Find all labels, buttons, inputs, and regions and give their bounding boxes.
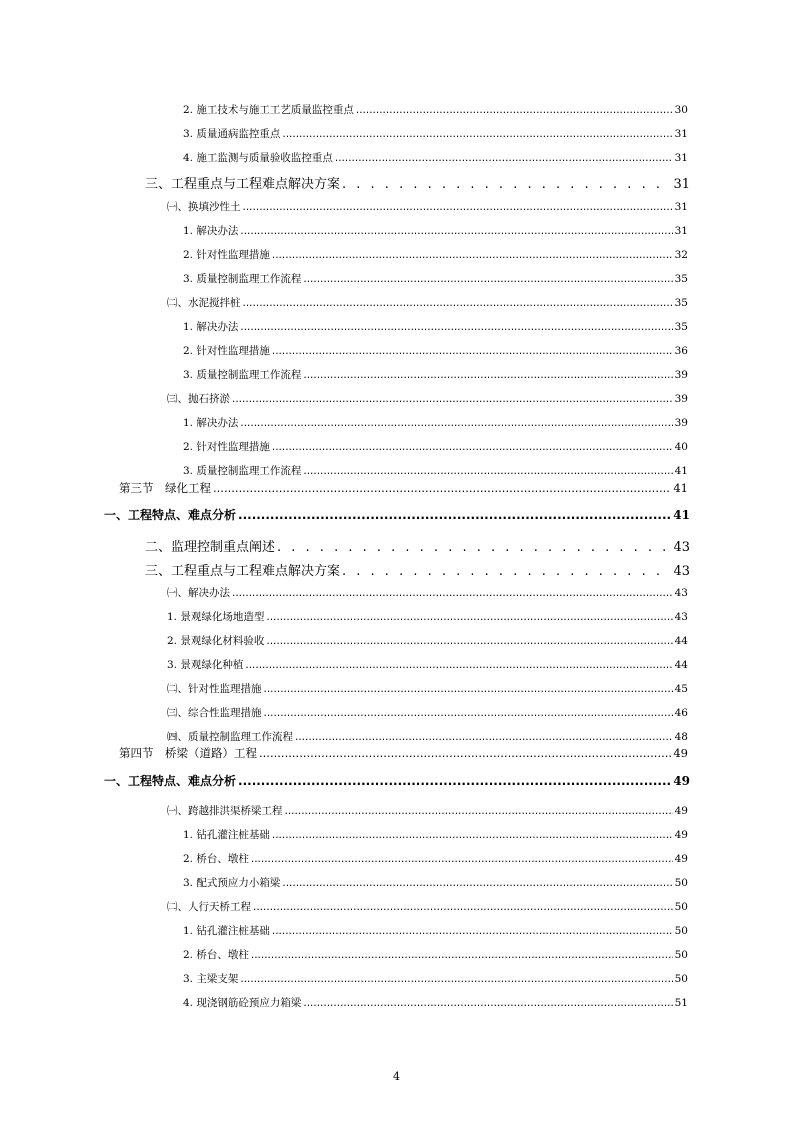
toc-entry-label: 2. 针对性监理措施 bbox=[183, 345, 270, 357]
toc-entry-page: 43 bbox=[674, 611, 688, 623]
toc-entry-page: 32 bbox=[674, 249, 688, 261]
toc-leader bbox=[213, 481, 671, 495]
toc-entry-page: 48 bbox=[674, 731, 688, 743]
toc-entry-label: 2. 针对性监理措施 bbox=[183, 441, 270, 453]
toc-entry-page: 49 bbox=[674, 829, 688, 841]
toc-entry-label: 2. 景观绿化材料验收 bbox=[167, 635, 265, 647]
toc-leader bbox=[303, 273, 672, 285]
toc-entry-label: 一、工程特点、难点分析 bbox=[104, 774, 237, 788]
toc-entry-label: 1. 景观绿化场地造型 bbox=[167, 611, 265, 623]
toc-leader bbox=[240, 225, 672, 237]
toc-entry[interactable] bbox=[183, 319, 688, 334]
toc-entry-label: ㈠、跨越排洪渠桥梁工程 bbox=[167, 805, 283, 817]
toc-leader bbox=[277, 540, 671, 555]
toc-entry[interactable] bbox=[167, 199, 688, 214]
toc-entry-page: 49 bbox=[674, 853, 688, 865]
toc-section-entry[interactable] bbox=[119, 480, 688, 496]
toc-entry-label: ㈠、解决办法 bbox=[167, 587, 230, 599]
toc-entry-label: 3. 主梁支架 bbox=[183, 973, 239, 985]
toc-entry-page: 45 bbox=[674, 683, 688, 695]
toc-entry-page: 49 bbox=[673, 746, 688, 760]
toc-leader bbox=[303, 465, 672, 477]
toc-leader bbox=[251, 853, 673, 865]
toc-entry[interactable] bbox=[167, 295, 688, 310]
toc-entry-label: 2. 针对性监理措施 bbox=[183, 249, 270, 261]
toc-entry-page: 30 bbox=[674, 104, 688, 116]
toc-leader bbox=[240, 417, 672, 429]
toc-entry-page: 49 bbox=[673, 774, 690, 788]
toc-entry[interactable] bbox=[183, 150, 688, 165]
toc-entry-page: 36 bbox=[674, 345, 688, 357]
toc-entry[interactable] bbox=[183, 126, 688, 141]
toc-entry-label: 3. 质量通病监控重点 bbox=[183, 128, 281, 140]
toc-entry-label: ㈡、针对性监理措施 bbox=[167, 683, 262, 695]
toc-leader bbox=[272, 441, 673, 453]
toc-entry[interactable] bbox=[145, 560, 690, 579]
toc-entry-label: 1. 解决办法 bbox=[183, 225, 239, 237]
toc-chapter-entry[interactable] bbox=[104, 772, 690, 789]
toc-entry-page: 31 bbox=[674, 128, 688, 140]
toc-entry-label: 2. 桥台、墩柱 bbox=[183, 949, 249, 961]
toc-leader bbox=[272, 925, 673, 937]
toc-entry-page: 50 bbox=[674, 877, 688, 889]
toc-entry[interactable] bbox=[167, 657, 688, 672]
toc-entry[interactable] bbox=[145, 536, 690, 555]
toc-leader bbox=[251, 949, 673, 961]
toc-entry[interactable] bbox=[183, 367, 688, 382]
toc-entry-page: 41 bbox=[673, 481, 688, 495]
toc-entry[interactable] bbox=[167, 803, 688, 818]
toc-entry-page: 43 bbox=[673, 564, 690, 579]
toc-entry[interactable] bbox=[167, 899, 688, 914]
toc-entry-label: 二、监理控制重点阐述 bbox=[145, 540, 276, 555]
toc-leader bbox=[240, 973, 672, 985]
toc-entry-label: 2. 施工技术与施工工艺质量监控重点 bbox=[183, 104, 354, 116]
toc-leader bbox=[264, 683, 673, 695]
toc-entry-page: 44 bbox=[674, 635, 688, 647]
toc-leader bbox=[245, 659, 672, 671]
toc-leader bbox=[266, 611, 672, 623]
toc-leader bbox=[356, 104, 673, 116]
toc-entry-label: 3. 景观绿化种植 bbox=[167, 659, 244, 671]
toc-entry[interactable] bbox=[183, 947, 688, 962]
toc-leader bbox=[243, 201, 673, 213]
toc-entry-page: 31 bbox=[674, 225, 688, 237]
toc-entry-page: 35 bbox=[674, 273, 688, 285]
toc-entry[interactable] bbox=[183, 247, 688, 262]
toc-leader bbox=[259, 746, 671, 760]
toc-entry-page: 49 bbox=[674, 805, 688, 817]
toc-leader bbox=[285, 805, 673, 817]
toc-entry-label: ㈣、质量控制监理工作流程 bbox=[167, 731, 293, 743]
toc-leader bbox=[272, 829, 673, 841]
toc-entry-page: 35 bbox=[674, 297, 688, 309]
toc-entry-page: 46 bbox=[674, 707, 688, 719]
toc-entry-label: 三、工程重点与工程难点解决方案 bbox=[145, 177, 341, 192]
toc-leader bbox=[232, 393, 673, 405]
toc-entry-label: ㈢、综合性监理措施 bbox=[167, 707, 262, 719]
toc-leader bbox=[238, 774, 671, 788]
toc-entry-label: 第四节 桥梁（道路）工程 bbox=[119, 746, 257, 760]
toc-entry-page: 31 bbox=[673, 177, 690, 192]
toc-entry-page: 43 bbox=[674, 587, 688, 599]
toc-leader bbox=[303, 997, 672, 1009]
toc-entry[interactable] bbox=[167, 585, 688, 600]
toc-entry-page: 39 bbox=[674, 369, 688, 381]
toc-entry-label: 1. 钻孔灌注桩基础 bbox=[183, 829, 270, 841]
toc-entry[interactable] bbox=[145, 173, 690, 192]
toc-leader bbox=[232, 587, 673, 599]
toc-leader bbox=[342, 177, 671, 192]
toc-entry-page: 31 bbox=[674, 201, 688, 213]
toc-entry-label: 3. 质量控制监理工作流程 bbox=[183, 273, 302, 285]
toc-entry-label: ㈠、换填沙性土 bbox=[167, 201, 241, 213]
toc-entry[interactable] bbox=[167, 391, 688, 406]
toc-entry-page: 44 bbox=[674, 659, 688, 671]
toc-entry-label: ㈢、抛石挤淤 bbox=[167, 393, 230, 405]
toc-leader bbox=[253, 901, 673, 913]
toc-leader bbox=[335, 152, 673, 164]
toc-entry-label: ㈡、水泥搅拌桩 bbox=[167, 297, 241, 309]
toc-entry-label: ㈡、人行天桥工程 bbox=[167, 901, 251, 913]
toc-entry[interactable] bbox=[183, 439, 688, 454]
toc-entry-label: 4. 施工监测与质量验收监控重点 bbox=[183, 152, 333, 164]
toc-entry-page: 50 bbox=[674, 949, 688, 961]
toc-entry[interactable] bbox=[183, 875, 688, 890]
toc-entry-label: 第三节 绿化工程 bbox=[119, 481, 211, 495]
toc-entry[interactable] bbox=[167, 705, 688, 720]
toc-leader bbox=[342, 564, 671, 579]
page-number: 4 bbox=[393, 1070, 400, 1083]
toc-leader bbox=[303, 369, 672, 381]
toc-entry-page: 40 bbox=[674, 441, 688, 453]
toc-leader bbox=[272, 345, 673, 357]
toc-entry[interactable] bbox=[183, 463, 688, 478]
toc-entry[interactable] bbox=[167, 681, 688, 696]
toc-entry-page: 41 bbox=[673, 508, 690, 522]
toc-leader bbox=[243, 297, 673, 309]
toc-entry[interactable] bbox=[183, 343, 688, 358]
toc-entry[interactable] bbox=[183, 415, 688, 430]
toc-entry[interactable] bbox=[167, 609, 688, 624]
toc-leader bbox=[295, 731, 673, 743]
toc-chapter-entry[interactable] bbox=[104, 506, 690, 523]
toc-entry-label: 3. 质量控制监理工作流程 bbox=[183, 369, 302, 381]
toc-entry[interactable] bbox=[167, 633, 688, 648]
toc-entry-label: 3. 质量控制监理工作流程 bbox=[183, 465, 302, 477]
toc-entry-page: 43 bbox=[673, 540, 690, 555]
toc-entry[interactable] bbox=[183, 923, 688, 938]
toc-entry-label: 1. 解决办法 bbox=[183, 321, 239, 333]
toc-entry-label: 2. 桥台、墩柱 bbox=[183, 853, 249, 865]
toc-entry-page: 39 bbox=[674, 393, 688, 405]
toc-entry[interactable] bbox=[183, 271, 688, 286]
toc-leader bbox=[272, 249, 673, 261]
toc-entry-page: 50 bbox=[674, 925, 688, 937]
toc-entry-page: 50 bbox=[674, 901, 688, 913]
toc-entry-page: 51 bbox=[674, 997, 688, 1009]
toc-entry[interactable] bbox=[167, 729, 688, 744]
toc-entry[interactable] bbox=[183, 827, 688, 842]
toc-entry-label: 4. 现浇钢筋砼预应力箱梁 bbox=[183, 997, 302, 1009]
toc-section-entry[interactable] bbox=[119, 745, 688, 761]
toc-leader bbox=[240, 321, 672, 333]
toc-entry-page: 50 bbox=[674, 973, 688, 985]
toc-entry[interactable] bbox=[183, 995, 688, 1010]
toc-leader bbox=[264, 707, 673, 719]
toc-leader bbox=[282, 877, 672, 889]
toc-entry-label: 1. 钻孔灌注桩基础 bbox=[183, 925, 270, 937]
toc-entry[interactable] bbox=[183, 102, 688, 117]
toc-entry-page: 39 bbox=[674, 417, 688, 429]
toc-entry-label: 3. 配式预应力小箱梁 bbox=[183, 877, 281, 889]
toc-entry-label: 一、工程特点、难点分析 bbox=[104, 508, 237, 522]
toc-entry-page: 35 bbox=[674, 321, 688, 333]
toc-entry-page: 31 bbox=[674, 152, 688, 164]
toc-leader bbox=[238, 508, 671, 522]
toc-entry[interactable] bbox=[183, 971, 688, 986]
toc-entry[interactable] bbox=[183, 223, 688, 238]
toc-entry-label: 三、工程重点与工程难点解决方案 bbox=[145, 564, 341, 579]
toc-leader bbox=[282, 128, 672, 140]
toc-entry-label: 1. 解决办法 bbox=[183, 417, 239, 429]
toc-entry-page: 41 bbox=[674, 465, 688, 477]
toc-entry[interactable] bbox=[183, 851, 688, 866]
toc-leader bbox=[266, 635, 672, 647]
